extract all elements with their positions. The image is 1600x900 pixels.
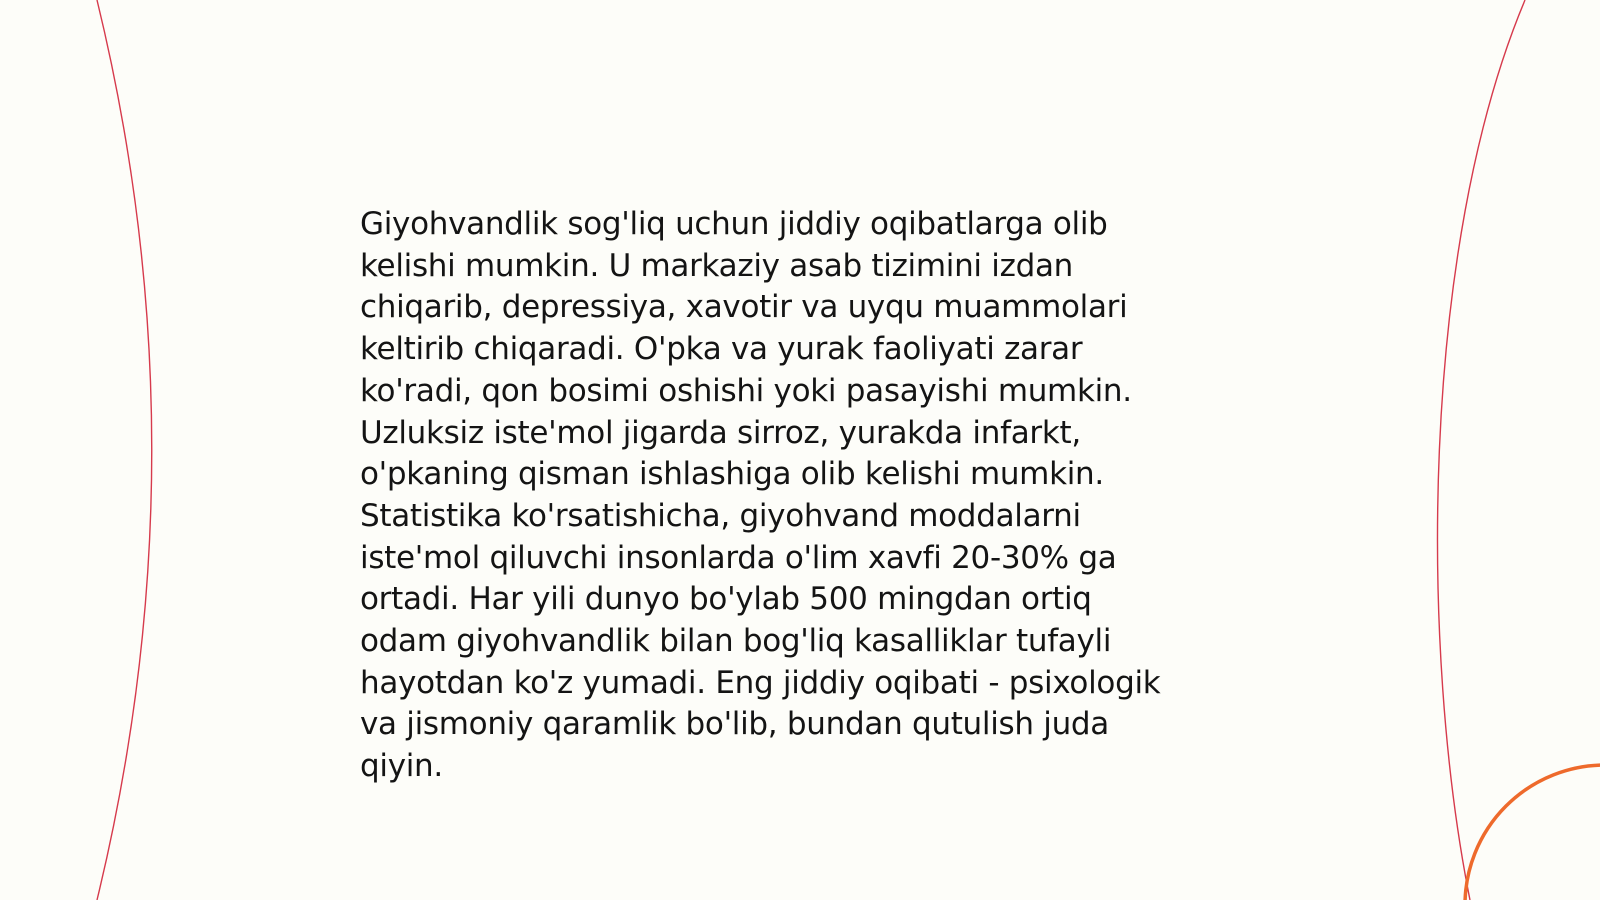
left-curve-line	[97, 0, 152, 900]
corner-accent-arc	[1465, 765, 1600, 900]
right-curve-line	[1438, 0, 1525, 900]
slide-body-text: Giyohvandlik sog'liq uchun jiddiy oqibatlarga olib kelishi mumkin. U markaziy asab tizimini izdan chiqarib, depressiya, xavotir va uyqu muammolari keltirib chiqaradi. O'pka va yurak faoliyati zarar ko'radi, qon bosimi oshishi yoki pasayishi mumkin. Uzluksiz iste'mol jigarda sirroz, yurakda infarkt, o'pkaning qisman ishlashiga olib kelishi mumkin. Statistika ko'rsatishicha, giyohvand moddalarni iste'mol qiluvchi insonlarda o'lim xavfi 20-30% ga ortadi. Har yili dunyo bo'ylab 500 mingdan ortiq odam giyohvandlik bilan bog'liq kasalliklar tufayli hayotdan ko'z yumadi. Eng jiddiy oqibati - psixologik va jismoniy qaramlik bo'lib, bundan qutulish juda qiyin.	[360, 206, 1161, 785]
